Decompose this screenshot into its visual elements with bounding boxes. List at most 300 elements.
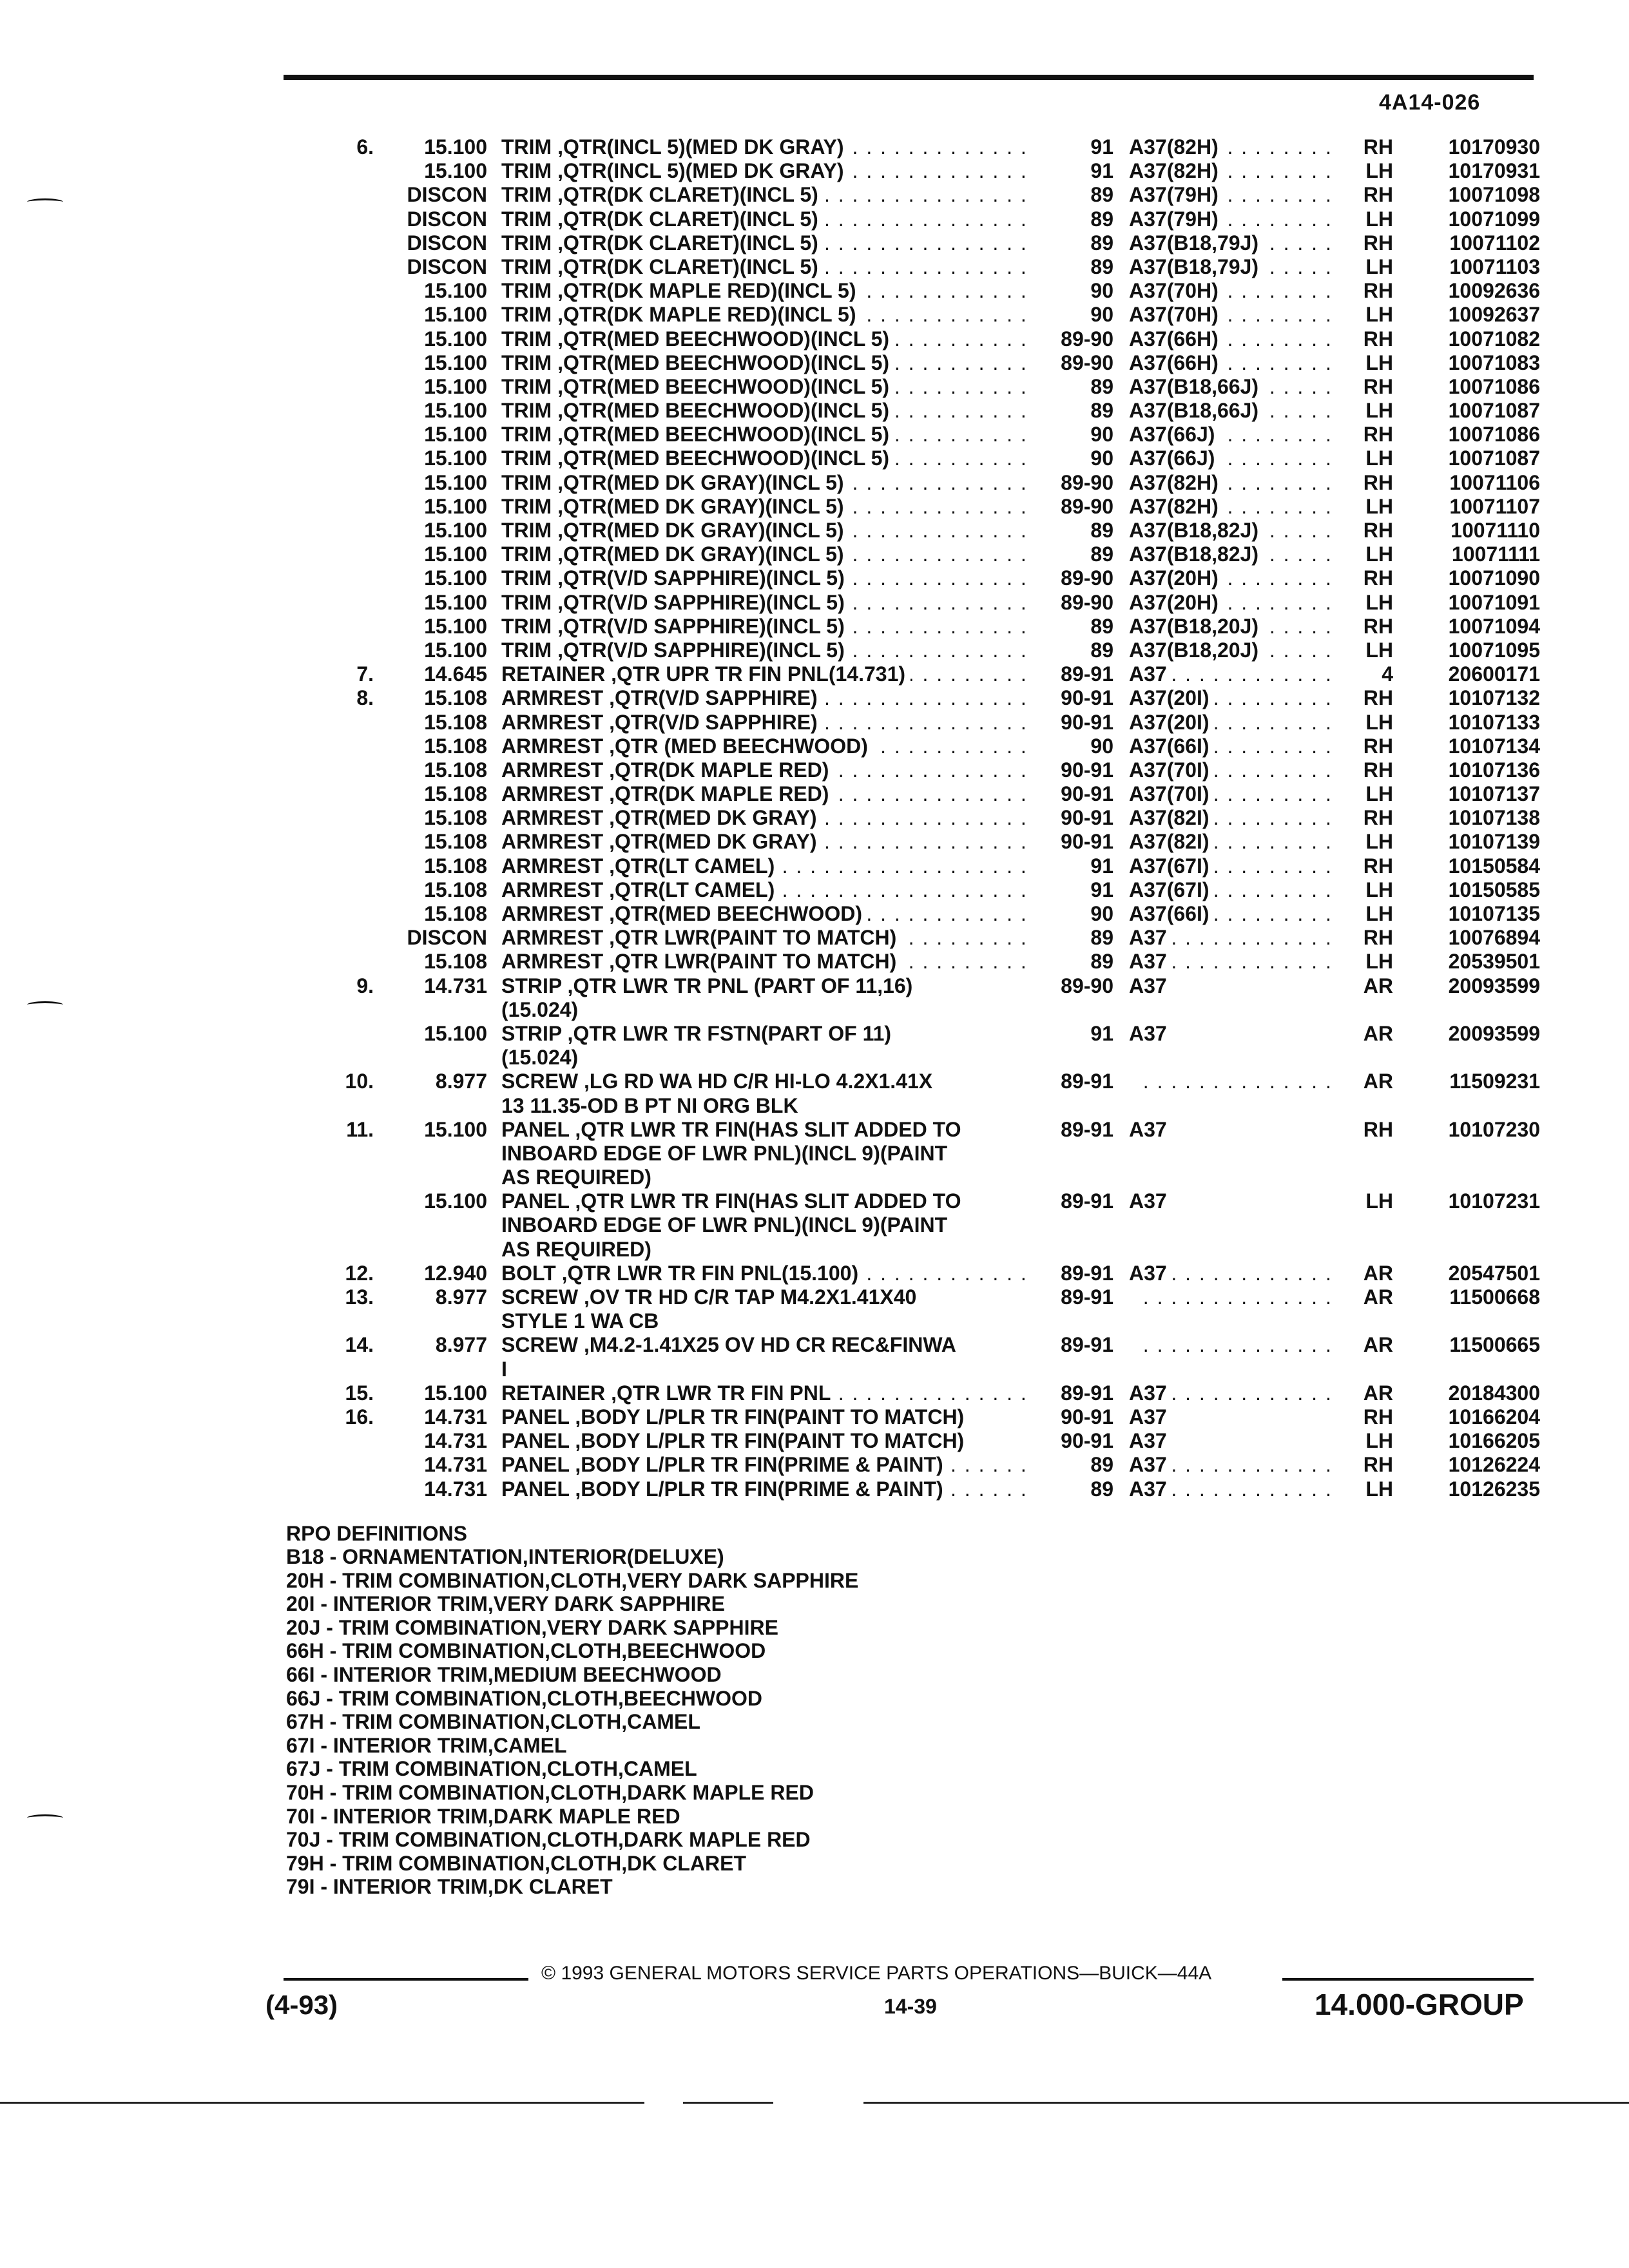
rpo-code: A37(82I) . . . [1129, 830, 1339, 854]
rpo-code: A37 [1129, 1118, 1339, 1142]
group-number: 15.100 [424, 423, 487, 447]
part-number: 10107138 [1448, 806, 1540, 830]
part-row [0, 351, 1629, 375]
group-number: 15.100 [424, 327, 487, 351]
rpo-code: A37(66H) . . . [1129, 351, 1339, 375]
rpo-code [1129, 998, 1339, 1022]
quantity: LH [1365, 255, 1393, 278]
part-number: 20600171 [1448, 662, 1540, 686]
part-description: PANEL ,BODY L/PLR TR FIN(PAINT TO MATCH) [501, 1429, 1031, 1453]
quantity: LH [1365, 950, 1393, 974]
part-description: TRIM ,QTR(MED BEECHWOOD)(INCL 5) . . . [501, 399, 1031, 423]
part-row [0, 447, 1629, 470]
part-row [0, 591, 1629, 615]
quantity: RH [1363, 566, 1393, 590]
rpo-code: A37(67I) . . . [1129, 854, 1339, 878]
part-description: PANEL ,BODY L/PLR TR FIN(PRIME & PAINT) . . . [501, 1453, 1031, 1477]
model-years: 89 [1090, 374, 1113, 398]
model-years: 89 [1090, 231, 1113, 255]
model-years: 89 [1090, 543, 1113, 566]
model-years: 89-91 [1061, 662, 1113, 686]
part-number: 10107132 [1448, 686, 1540, 710]
part-number: 10071086 [1448, 423, 1540, 447]
part-description: PANEL ,QTR LWR TR FIN(HAS SLIT ADDED TO [501, 1189, 1031, 1213]
part-number: 10170930 [1448, 135, 1540, 159]
model-years: 89 [1090, 926, 1113, 950]
margin-mark [27, 198, 63, 206]
group-label: 14.000-GROUP [1315, 1988, 1524, 2021]
quantity: RH [1363, 854, 1393, 878]
part-row [0, 974, 1629, 998]
part-number: 11500668 [1449, 1285, 1540, 1309]
rpo-definitions [286, 1522, 858, 1899]
quantity: LH [1365, 902, 1393, 925]
part-number: 10071091 [1448, 590, 1540, 614]
model-years: 89-91 [1061, 1117, 1113, 1141]
model-years: 90 [1090, 303, 1113, 327]
footer-rule-left [284, 1978, 528, 1981]
group-number: 15.100 [424, 1189, 487, 1213]
item-number: 10. [345, 1070, 374, 1093]
rpo-definition-item: 20H - TRIM COMBINATION,CLOTH,VERY DARK SAPPHIRE [286, 1568, 859, 1592]
part-row [0, 686, 1629, 710]
rpo-code [1129, 1238, 1339, 1262]
part-number: 10071102 [1449, 231, 1540, 255]
item-number: 14. [345, 1333, 374, 1357]
model-years: 89 [1090, 1453, 1113, 1477]
quantity: RH [1363, 1405, 1393, 1428]
item-number: 6. [356, 135, 374, 159]
margin-mark [27, 1001, 63, 1008]
item-number: 16. [345, 1405, 374, 1428]
part-description: ARMREST ,QTR(LT CAMEL) . . . [501, 878, 1031, 902]
part-row-continuation [0, 1358, 1629, 1381]
part-description: ARMREST ,QTR(DK MAPLE RED) . . . [501, 782, 1031, 806]
quantity: RH [1363, 470, 1393, 494]
model-years: 90 [1090, 734, 1113, 758]
quantity: LH [1365, 543, 1393, 566]
item-number: 8. [356, 686, 374, 710]
part-number: 10107231 [1448, 1189, 1540, 1213]
rpo-code: A37(66I) . . . [1129, 902, 1339, 926]
rpo-code: A37 . . . [1129, 926, 1339, 950]
item-number: 12. [345, 1261, 374, 1285]
part-description: TRIM ,QTR(MED BEECHWOOD)(INCL 5) . . . [501, 375, 1031, 399]
part-row [0, 423, 1629, 447]
rpo-code: A37(82H) . . . [1129, 135, 1339, 159]
part-description: TRIM ,QTR(DK CLARET)(INCL 5) . . . [501, 207, 1031, 231]
part-row [0, 1070, 1629, 1093]
part-description: SCREW ,M4.2-1.41X25 OV HD CR REC&FINWA [501, 1333, 1031, 1357]
part-row [0, 1333, 1629, 1357]
rpo-code: A37(B18,82J) . . . [1129, 519, 1339, 543]
quantity: LH [1365, 159, 1393, 183]
part-row [0, 806, 1629, 830]
part-row [0, 926, 1629, 950]
rpo-definition-item: 20I - INTERIOR TRIM,VERY DARK SAPPHIRE [286, 1592, 725, 1616]
part-description: ARMREST ,QTR(V/D SAPPHIRE) . . . [501, 711, 1031, 735]
group-number: 15.100 [424, 1381, 487, 1405]
model-years: 91 [1090, 135, 1113, 159]
group-number: 15.100 [424, 590, 487, 614]
part-row [0, 735, 1629, 758]
quantity: AR [1363, 1381, 1393, 1405]
model-years: 89-91 [1061, 1381, 1113, 1405]
part-row [0, 782, 1629, 806]
group-number: 15.100 [424, 399, 487, 423]
part-row [0, 231, 1629, 255]
model-years: 90-91 [1061, 758, 1113, 782]
model-years: 89-90 [1061, 470, 1113, 494]
rpo-code: A37(20H) . . . [1129, 591, 1339, 615]
rpo-definition-item: 79I - INTERIOR TRIM,DK CLARET [286, 1875, 613, 1899]
quantity: RH [1363, 806, 1393, 830]
model-years: 90 [1090, 902, 1113, 925]
quantity: LH [1365, 447, 1393, 470]
group-number: 15.100 [424, 447, 487, 470]
rpo-code [1129, 1309, 1339, 1333]
part-description: ARMREST ,QTR(MED BEECHWOOD) . . . [501, 902, 1031, 926]
rpo-code: A37(70H) . . . [1129, 303, 1339, 327]
part-row [0, 1022, 1629, 1046]
group-number: 12.940 [424, 1261, 487, 1285]
rpo-definition-item: 66I - INTERIOR TRIM,MEDIUM BEECHWOOD [286, 1662, 722, 1686]
rpo-code [1129, 1213, 1339, 1237]
group-number: 15.108 [424, 950, 487, 974]
rpo-code: A37 . . . [1129, 1381, 1339, 1405]
model-years: 91 [1090, 159, 1113, 183]
part-row [0, 519, 1629, 543]
part-row [0, 135, 1629, 159]
model-years: 91 [1090, 878, 1113, 901]
part-row [0, 303, 1629, 327]
rpo-code: A37(B18,66J) . . . [1129, 375, 1339, 399]
model-years: 89-90 [1061, 974, 1113, 997]
quantity: RH [1363, 1117, 1393, 1141]
model-years: 90-91 [1061, 830, 1113, 854]
part-description: (15.024) [501, 998, 1031, 1022]
part-number: 10076894 [1448, 926, 1540, 950]
part-number: 10107137 [1448, 782, 1540, 806]
part-number: 10170931 [1448, 159, 1540, 183]
part-number: 10071087 [1448, 447, 1540, 470]
rpo-code: A37 . . . [1129, 1262, 1339, 1285]
rpo-code: A37 . . . [1129, 1477, 1339, 1501]
part-row [0, 1118, 1629, 1142]
group-number: 15.108 [424, 782, 487, 806]
part-row-continuation [0, 998, 1629, 1022]
group-number: 15.108 [424, 854, 487, 878]
part-description: ARMREST ,QTR(DK MAPLE RED) . . . [501, 758, 1031, 782]
part-number: 10107230 [1448, 1117, 1540, 1141]
page-number: 14-39 [884, 1995, 937, 2018]
rpo-code: A37(82I) . . . [1129, 806, 1339, 830]
group-number: 8.977 [435, 1070, 487, 1093]
group-number: 8.977 [435, 1285, 487, 1309]
part-description: INBOARD EDGE OF LWR PNL)(INCL 9)(PAINT [501, 1142, 1031, 1166]
quantity: LH [1365, 638, 1393, 662]
quantity: RH [1363, 614, 1393, 638]
model-years: 89 [1090, 519, 1113, 542]
part-description: ARMREST ,QTR LWR(PAINT TO MATCH) . . . [501, 950, 1031, 974]
model-years: 89-90 [1061, 351, 1113, 374]
rpo-code [1129, 1070, 1339, 1093]
rpo-code [1129, 1358, 1339, 1381]
group-number: 15.100 [424, 279, 487, 303]
part-description: TRIM ,QTR(V/D SAPPHIRE)(INCL 5) . . . [501, 591, 1031, 615]
model-years: 90-91 [1061, 1429, 1113, 1453]
scan-artifact-line [683, 2102, 773, 2104]
part-description: TRIM ,QTR(V/D SAPPHIRE)(INCL 5) . . . [501, 615, 1031, 639]
part-number: 10071095 [1448, 638, 1540, 662]
rpo-definition-item: 70H - TRIM COMBINATION,CLOTH,DARK MAPLE RED [286, 1780, 814, 1804]
quantity: LH [1365, 1189, 1393, 1213]
quantity: RH [1363, 758, 1393, 782]
part-description: TRIM ,QTR(V/D SAPPHIRE)(INCL 5) . . . [501, 639, 1031, 662]
group-number: 15.100 [424, 470, 487, 494]
part-description: AS REQUIRED) [501, 1166, 1031, 1189]
model-years: 89-91 [1061, 1285, 1113, 1309]
quantity: RH [1363, 327, 1393, 351]
rpo-code: A37(B18,82J) . . . [1129, 543, 1339, 566]
rpo-code: A37(B18,20J) . . . [1129, 639, 1339, 662]
rpo-definition-item: 70I - INTERIOR TRIM,DARK MAPLE RED [286, 1804, 680, 1828]
part-description: TRIM ,QTR(MED BEECHWOOD)(INCL 5) . . . [501, 327, 1031, 351]
group-number: 15.100 [424, 303, 487, 327]
part-row [0, 1405, 1629, 1429]
part-row [0, 279, 1629, 303]
part-description: ARMREST ,QTR(MED DK GRAY) . . . [501, 830, 1031, 854]
part-description: RETAINER ,QTR LWR TR FIN PNL . . . [501, 1381, 1031, 1405]
part-number: 10071082 [1448, 327, 1540, 351]
part-description: TRIM ,QTR(MED DK GRAY)(INCL 5) . . . [501, 519, 1031, 543]
part-row [0, 830, 1629, 854]
quantity: RH [1363, 279, 1393, 303]
part-row [0, 471, 1629, 495]
part-description: TRIM ,QTR(DK MAPLE RED)(INCL 5) . . . [501, 303, 1031, 327]
item-number: 11. [346, 1117, 374, 1141]
model-years: 89-90 [1061, 590, 1113, 614]
part-description: STRIP ,QTR LWR TR PNL (PART OF 11,16) [501, 974, 1031, 998]
item-number: 15. [345, 1381, 374, 1405]
group-number: 15.108 [424, 806, 487, 830]
model-years: 89 [1090, 183, 1113, 207]
part-row-continuation [0, 1238, 1629, 1262]
rpo-code [1129, 1046, 1339, 1070]
part-description: TRIM ,QTR(DK CLARET)(INCL 5) . . . [501, 255, 1031, 279]
rpo-definition-item: 67J - TRIM COMBINATION,CLOTH,CAMEL [286, 1757, 697, 1781]
rpo-definition-item: 66J - TRIM COMBINATION,CLOTH,BEECHWOOD [286, 1686, 762, 1710]
part-number: 10071103 [1449, 255, 1540, 278]
part-description: TRIM ,QTR(DK CLARET)(INCL 5) . . . [501, 231, 1031, 255]
quantity: RH [1363, 374, 1393, 398]
group-number: 15.108 [424, 686, 487, 710]
group-number: DISCON [407, 207, 487, 231]
part-row [0, 566, 1629, 590]
part-row [0, 1429, 1629, 1453]
model-years: 90-91 [1061, 1405, 1113, 1428]
group-number: 15.100 [424, 351, 487, 374]
part-row [0, 183, 1629, 207]
rpo-code: A37(B18,79J) . . . [1129, 255, 1339, 279]
rpo-code [1129, 1166, 1339, 1189]
model-years: 89-90 [1061, 494, 1113, 518]
part-number: 10071086 [1448, 374, 1540, 398]
rpo-definition-item: 66H - TRIM COMBINATION,CLOTH,BEECHWOOD [286, 1639, 766, 1663]
quantity: LH [1365, 351, 1393, 374]
quantity: LH [1365, 830, 1393, 854]
model-years: 91 [1090, 1021, 1113, 1045]
margin-mark [27, 1814, 63, 1821]
part-row [0, 662, 1629, 686]
model-years: 89-91 [1061, 1261, 1113, 1285]
quantity: LH [1365, 207, 1393, 231]
rpo-code [1129, 1285, 1339, 1309]
parts-table [0, 135, 1629, 1501]
quantity: RH [1363, 231, 1393, 255]
group-number: 15.100 [424, 614, 487, 638]
quantity: LH [1365, 399, 1393, 423]
rpo-code: A37(70H) . . . [1129, 279, 1339, 303]
group-number: 15.100 [424, 519, 487, 542]
header-rule [284, 75, 1534, 80]
rpo-code: A37 [1129, 1022, 1339, 1046]
rpo-code: A37 [1129, 1429, 1339, 1453]
part-row [0, 1381, 1629, 1405]
part-row [0, 950, 1629, 974]
model-years: 90-91 [1061, 782, 1113, 806]
document-id: 4A14-026 [1379, 90, 1481, 115]
part-number: 10107135 [1448, 902, 1540, 925]
part-description: PANEL ,QTR LWR TR FIN(HAS SLIT ADDED TO [501, 1118, 1031, 1142]
part-row [0, 543, 1629, 566]
quantity: 4 [1382, 662, 1393, 686]
quantity: LH [1365, 1429, 1393, 1453]
rpo-definition-item: 67H - TRIM COMBINATION,CLOTH,CAMEL [286, 1710, 700, 1734]
part-number: 10107133 [1448, 710, 1540, 734]
group-number: 14.645 [424, 662, 487, 686]
part-description: TRIM ,QTR(MED BEECHWOOD)(INCL 5) . . . [501, 447, 1031, 470]
part-row [0, 327, 1629, 351]
group-number: 15.108 [424, 830, 487, 854]
footer-rule-right [1282, 1978, 1534, 1981]
quantity: LH [1365, 710, 1393, 734]
rpo-code: A37(B18,66J) . . . [1129, 399, 1339, 423]
group-number: 15.100 [424, 135, 487, 159]
group-number: 15.100 [424, 494, 487, 518]
group-number: 15.100 [424, 638, 487, 662]
quantity: RH [1363, 183, 1393, 207]
rpo-code: A37(66I) . . . [1129, 735, 1339, 758]
part-row [0, 375, 1629, 399]
quantity: LH [1365, 494, 1393, 518]
model-years: 89-91 [1061, 1070, 1113, 1093]
part-number: 20184300 [1448, 1381, 1540, 1405]
rpo-definition-item: 70J - TRIM COMBINATION,CLOTH,DARK MAPLE RED [286, 1828, 811, 1852]
revision-date: (4-93) [265, 1990, 338, 2020]
part-description: (15.024) [501, 1046, 1031, 1070]
rpo-code: A37(82H) . . . [1129, 471, 1339, 495]
part-number: 10092637 [1448, 303, 1540, 327]
part-row-continuation [0, 1213, 1629, 1237]
group-number: 15.100 [424, 566, 487, 590]
quantity: LH [1365, 1477, 1393, 1501]
part-description: SCREW ,LG RD WA HD C/R HI-LO 4.2X1.41X [501, 1070, 1031, 1093]
group-number: DISCON [407, 255, 487, 278]
part-number: 10071110 [1451, 519, 1540, 542]
part-description: TRIM ,QTR(INCL 5)(MED DK GRAY) . . . [501, 159, 1031, 183]
part-description: TRIM ,QTR(V/D SAPPHIRE)(INCL 5) . . . [501, 566, 1031, 590]
part-description: TRIM ,QTR(MED DK GRAY)(INCL 5) . . . [501, 495, 1031, 519]
part-number: 10071098 [1448, 183, 1540, 207]
part-description: ARMREST ,QTR(LT CAMEL) . . . [501, 854, 1031, 878]
quantity: RH [1363, 686, 1393, 710]
part-description: I [501, 1358, 1031, 1381]
part-number: 20547501 [1448, 1261, 1540, 1285]
quantity: RH [1363, 423, 1393, 447]
part-row [0, 255, 1629, 279]
quantity: RH [1363, 926, 1393, 950]
rpo-code: A37(20H) . . . [1129, 566, 1339, 590]
part-number: 10107136 [1448, 758, 1540, 782]
part-row-continuation [0, 1309, 1629, 1333]
scan-artifact-line [0, 2102, 644, 2104]
rpo-definition-item: 79H - TRIM COMBINATION,CLOTH,DK CLARET [286, 1851, 747, 1875]
part-description: PANEL ,BODY L/PLR TR FIN(PAINT TO MATCH) [501, 1405, 1031, 1429]
quantity: AR [1363, 1070, 1393, 1093]
part-number: 20093599 [1448, 974, 1540, 997]
model-years: 89 [1090, 638, 1113, 662]
item-number: 7. [356, 662, 374, 686]
rpo-definitions-list [286, 1545, 858, 1899]
group-number: DISCON [407, 183, 487, 207]
part-description: BOLT ,QTR LWR TR FIN PNL(15.100) . . . [501, 1262, 1031, 1285]
part-description: STRIP ,QTR LWR TR FSTN(PART OF 11) [501, 1022, 1031, 1046]
group-number: 15.100 [424, 1021, 487, 1045]
part-description: TRIM ,QTR(MED DK GRAY)(INCL 5) . . . [501, 543, 1031, 566]
quantity: RH [1363, 734, 1393, 758]
model-years: 89 [1090, 614, 1113, 638]
model-years: 89 [1090, 1477, 1113, 1501]
part-description: 13 11.35-OD B PT NI ORG BLK [501, 1094, 1031, 1118]
group-number: DISCON [407, 231, 487, 255]
part-description: PANEL ,BODY L/PLR TR FIN(PRIME & PAINT) . . . [501, 1477, 1031, 1501]
part-number: 20093599 [1448, 1021, 1540, 1045]
model-years: 90 [1090, 423, 1113, 447]
rpo-definition-item: B18 - ORNAMENTATION,INTERIOR(DELUXE) [286, 1545, 724, 1568]
group-number: 15.100 [424, 374, 487, 398]
quantity: LH [1365, 878, 1393, 901]
part-row [0, 1453, 1629, 1477]
group-number: 15.100 [424, 159, 487, 183]
rpo-code: A37 . . . [1129, 1453, 1339, 1477]
model-years: 89 [1090, 399, 1113, 423]
part-description: TRIM ,QTR(DK MAPLE RED)(INCL 5) . . . [501, 279, 1031, 303]
quantity: AR [1363, 1021, 1393, 1045]
part-number: 10071107 [1449, 494, 1540, 518]
part-number: 10126235 [1448, 1477, 1540, 1501]
group-number: 14.731 [424, 1405, 487, 1428]
group-number: 15.108 [424, 902, 487, 925]
quantity: RH [1363, 1453, 1393, 1477]
part-number: 11500665 [1449, 1333, 1540, 1357]
part-number: 10166205 [1448, 1429, 1540, 1453]
part-row [0, 207, 1629, 231]
part-number: 10126224 [1448, 1453, 1540, 1477]
part-number: 20539501 [1448, 950, 1540, 974]
group-number: DISCON [407, 926, 487, 950]
scan-artifact-line [863, 2102, 1629, 2104]
